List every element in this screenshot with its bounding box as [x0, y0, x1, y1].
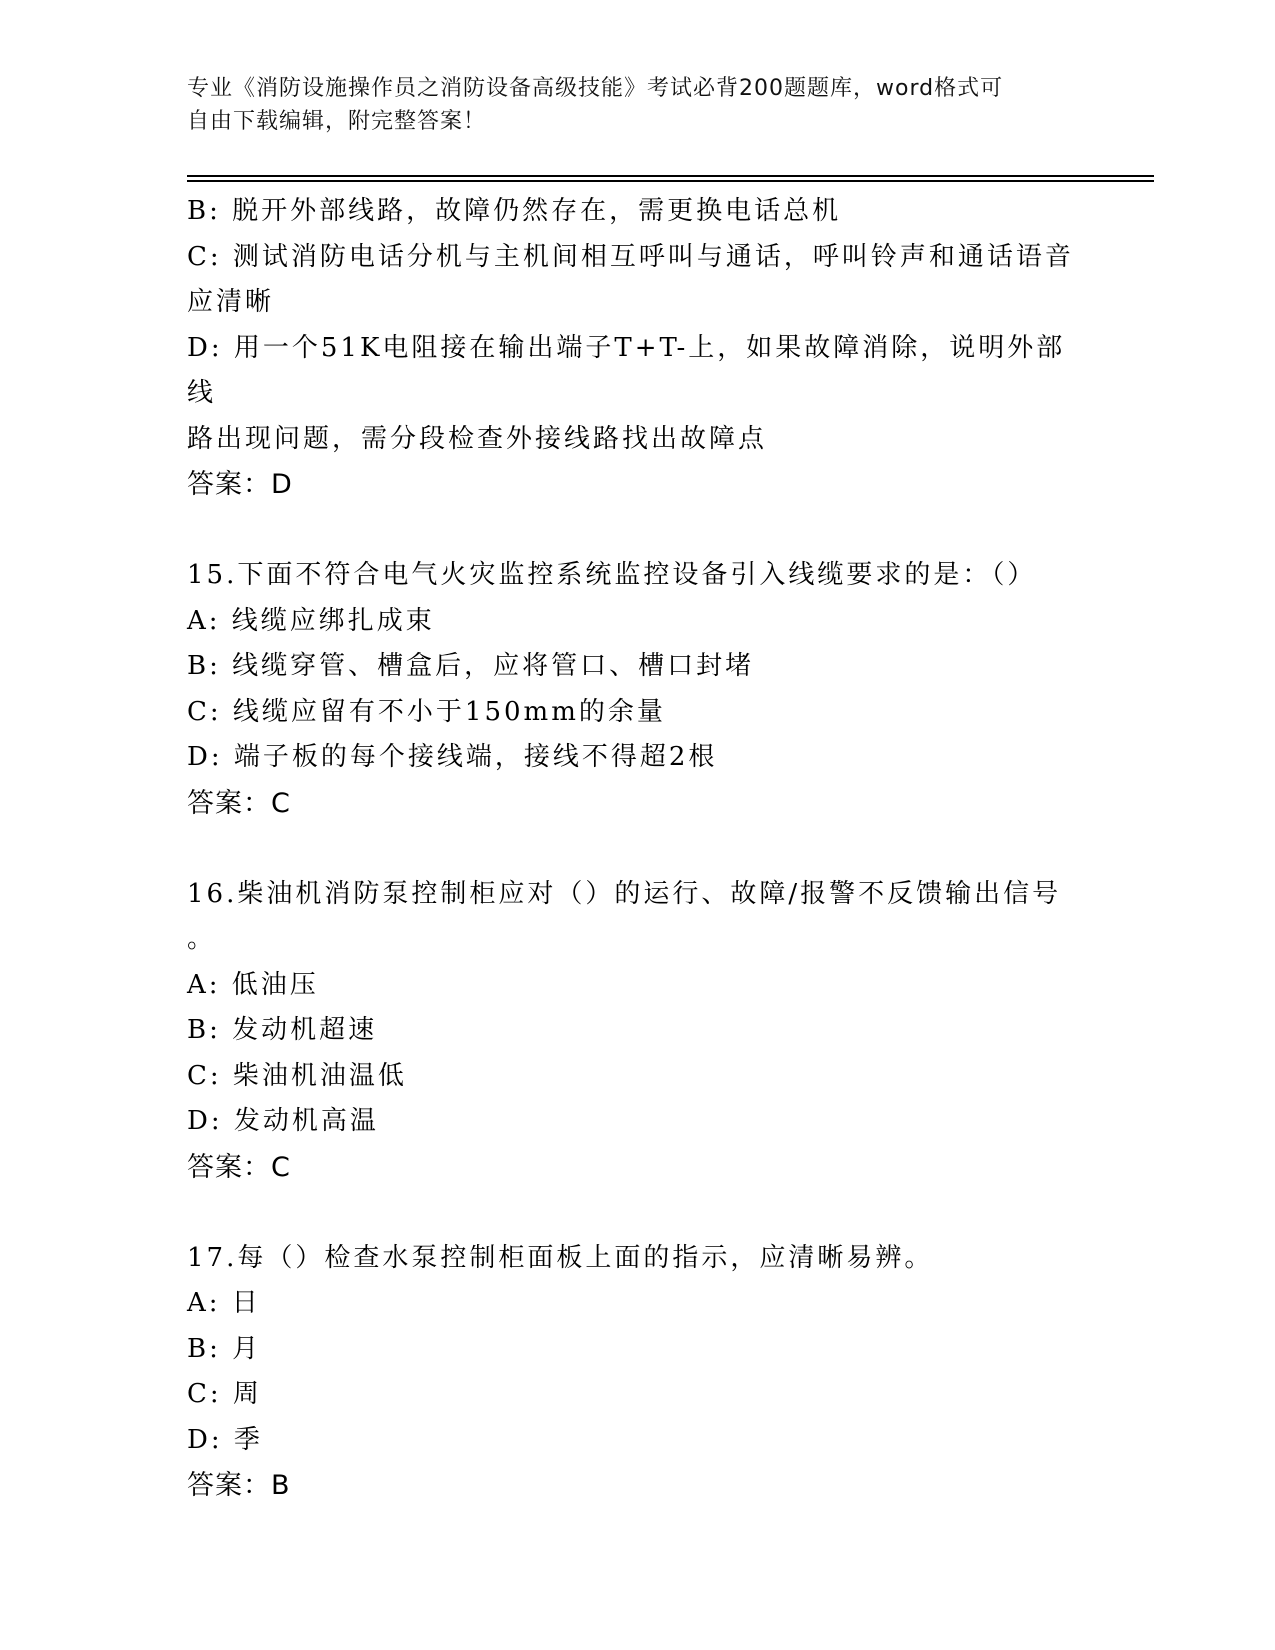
header-divider-top — [187, 175, 1154, 177]
option-c-continued: 应清晰 — [187, 287, 275, 317]
option-d-continued: 路出现问题，需分段检查外接线路找出故障点 — [187, 423, 768, 454]
option-c: C: 线缆应留有不小于150mm的余量 — [187, 696, 666, 727]
option-b: B: 脱开外部线路，故障仍然存在，需更换电话总机 — [187, 196, 842, 226]
header-divider-bottom — [187, 180, 1154, 182]
header-line-1: 专业《消防设施操作员之消防设备高级技能》考试必背200题题库，word格式可 — [187, 76, 1004, 101]
option-c: C: 周 — [187, 1379, 262, 1409]
option-d: D: 用一个51K电阻接在输出端子T+T-上，如果故障消除，说明外部线 — [187, 332, 1066, 408]
option-c: C: 柴油机油温低 — [187, 1060, 407, 1091]
question-17 — [187, 1236, 1087, 1509]
answer: 答案：B — [187, 1470, 291, 1501]
spacer — [187, 826, 1087, 872]
question-text: 16.柴油机消防泵控制柜应对（）的运行、故障/报警不反馈输出信号 — [187, 878, 1062, 909]
question-text: 17.每（）检查水泵控制柜面板上面的指示，应清晰易辨。 — [187, 1242, 934, 1273]
option-b: B: 发动机超速 — [187, 1015, 378, 1045]
header-line-2: 自由下载编辑，附完整答案！ — [187, 109, 487, 134]
question-15 — [187, 553, 1087, 826]
answer: 答案：C — [187, 787, 291, 819]
option-a: A: 低油压 — [187, 969, 319, 1000]
question-16 — [187, 872, 1087, 1191]
option-b: B: 月 — [187, 1333, 262, 1364]
option-a: A: 线缆应绑扎成束 — [187, 605, 435, 636]
document-header — [187, 72, 1087, 138]
option-d: D: 发动机高温 — [187, 1106, 379, 1136]
spacer — [187, 508, 1087, 554]
answer: 答案：C — [187, 1151, 291, 1183]
option-b: B: 线缆穿管、槽盒后，应将管口、槽口封堵 — [187, 651, 755, 681]
spacer — [187, 1190, 1087, 1236]
option-d: D: 季 — [187, 1424, 263, 1455]
option-a: A: 日 — [187, 1288, 261, 1318]
question-text-continued: 。 — [187, 924, 217, 954]
document-body — [187, 189, 1087, 1509]
question-14-continued — [187, 189, 1087, 508]
question-text: 15.下面不符合电气火灾监控系统监控设备引入线缆要求的是：（） — [187, 560, 1037, 590]
answer: 答案：D — [187, 469, 293, 500]
option-d: D: 端子板的每个接线端，接线不得超2根 — [187, 742, 718, 772]
option-c: C: 测试消防电话分机与主机间相互呼叫与通话，呼叫铃声和通话语音 — [187, 241, 1074, 272]
